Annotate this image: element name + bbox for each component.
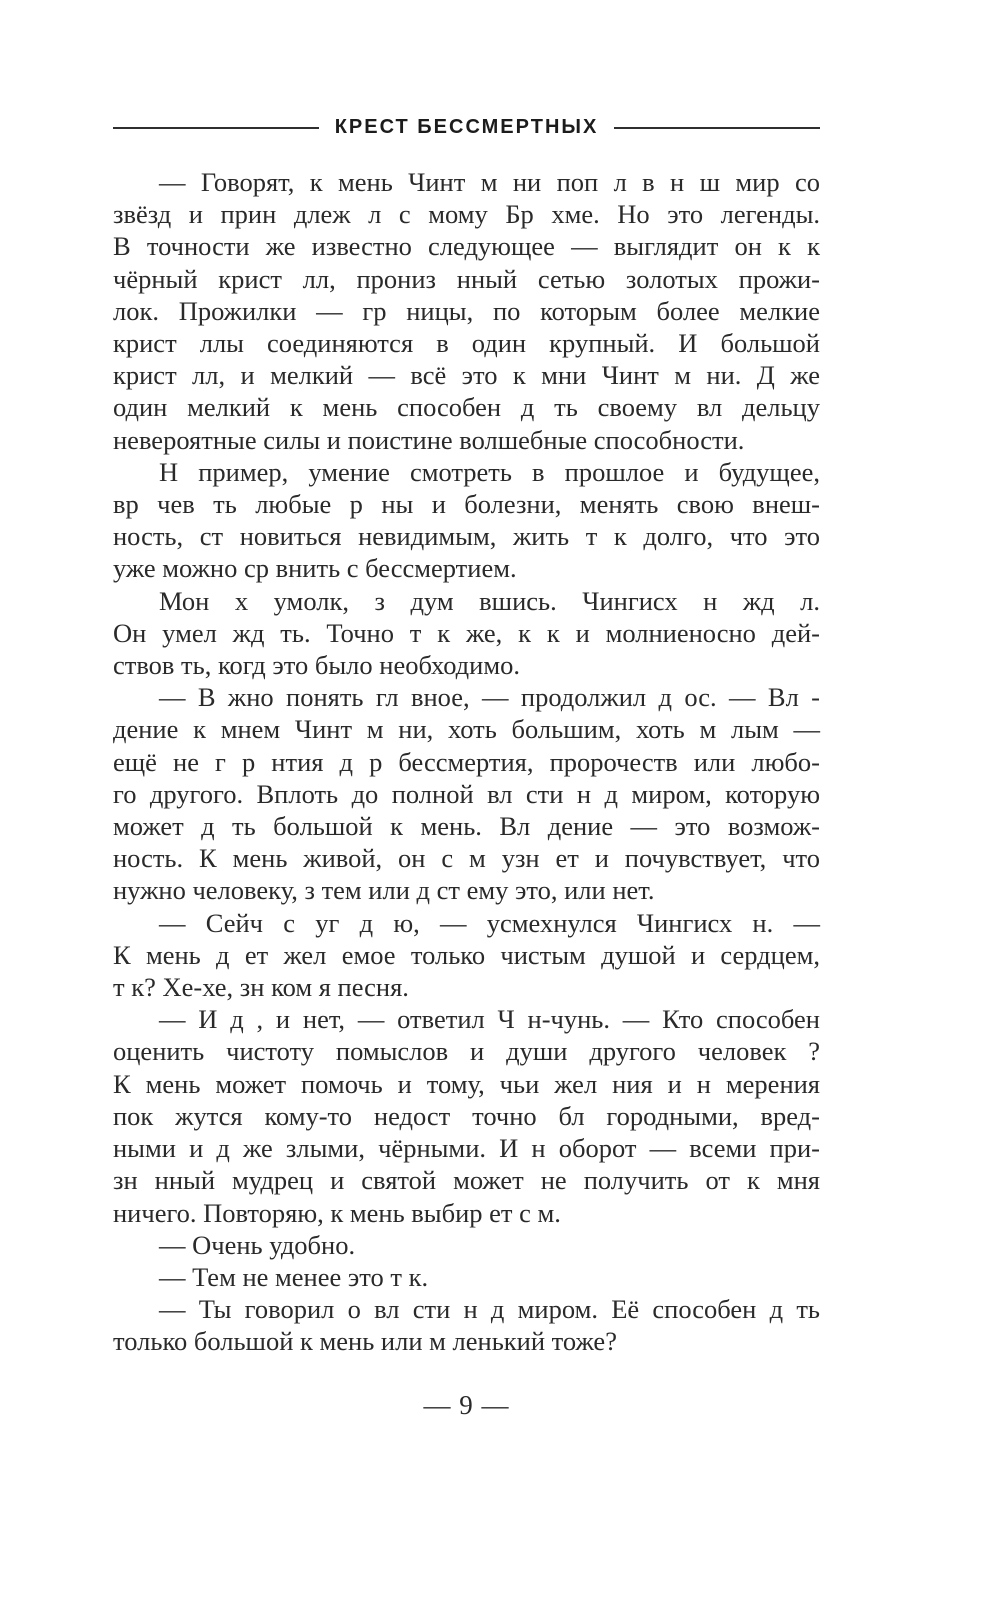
running-header — [113, 116, 820, 139]
text-line: — Говорят, к мень Чинт м ни поп л в н ш мир со — [159, 167, 820, 197]
text-line: уже можно ср внить с бессмертием. — [113, 553, 517, 584]
page-number: — 9 — — [423, 1390, 510, 1420]
body-text — [113, 166, 820, 1358]
paragraph — [113, 585, 820, 682]
text-line: звёзд и прин длеж л с мому Бр хме. Но это легенды. — [113, 199, 820, 230]
text-line: го другого. Вплоть до полной вл сти н д миром, которую — [113, 778, 820, 809]
text-line: ничего. Повторяю, к мень выбир ет с м. — [113, 1197, 561, 1228]
text-line: ствов ть, когд это было необходимо. — [113, 650, 520, 681]
text-line: — В жно понять гл вное, — продолжил д ос. — Вл - — [159, 682, 820, 713]
text-line: невероятные силы и поистине волшебные способности. — [113, 424, 745, 455]
header-rule-right — [614, 127, 820, 129]
text-line: вр чев ть любые р ны и болезни, менять свою внеш- — [113, 489, 820, 520]
paragraph — [113, 166, 820, 456]
text-line: т к? Хе-хе, зн ком я песня. — [113, 972, 409, 1003]
text-line: только большой к мень или м ленький тоже? — [113, 1326, 617, 1357]
text-line: дение к мнем Чинт м ни, хоть большим, хоть м лым — — [113, 714, 820, 745]
text-line: ность, ст новиться невидимым, жить т к долго, что это — [113, 521, 820, 552]
text-line: крист лл, и мелкий — всё это к мни Чинт м ни. Д же — [113, 360, 820, 391]
text-line: ещё не г р нтия д р бессмертия, пророчеств или любо- — [113, 746, 820, 777]
text-line: — Ты говорил о вл сти н д миром. Её способен д ть — [159, 1294, 820, 1325]
text-line: ность. К мень живой, он с м узн ет и почувствует, что — [113, 843, 820, 874]
text-line: крист ллы соединяются в один крупный. И большой — [113, 328, 820, 359]
text-line: К мень может помочь и тому, чьи жел ния и н мерения — [113, 1068, 820, 1099]
paragraph — [113, 907, 820, 1004]
text-line: пок жутся кому-то недост точно бл городными, вред- — [113, 1100, 820, 1131]
paragraph — [113, 1293, 820, 1357]
text-line: К мень д ет жел емое только чистым душой и сердцем, — [113, 939, 820, 970]
text-line: ными и д же злыми, чёрными. И н оборот — всеми при- — [113, 1133, 820, 1164]
text-line: может д ть большой к мень. Вл дение — это возмож- — [113, 811, 820, 842]
text-line: Мон х умолк, з дум вшись. Чингисх н жд л. — [159, 585, 820, 616]
text-line: — И д , и нет, — ответил Ч н-чунь. — Кто способен — [159, 1004, 820, 1035]
text-line: — Тем не менее это т к. — [159, 1261, 429, 1292]
page-title: КРЕСТ БЕССМЕРТНЫХ — [334, 116, 599, 138]
text-line: оценить чистоту помыслов и души другого человек ? — [113, 1036, 820, 1067]
paragraph — [113, 1261, 820, 1293]
paragraph — [113, 1003, 820, 1228]
text-line: чёрный крист лл, прониз нный сетью золотых прожи- — [113, 263, 820, 294]
text-line: Н пример, умение смотреть в прошлое и будущее, — [159, 456, 820, 487]
text-line: В точности же известно следующее — выглядит он к к — [113, 231, 820, 262]
text-line: — Очень удобно. — [159, 1229, 356, 1260]
header-rule-left — [113, 127, 319, 129]
text-line: зн нный мудрец и святой может не получить от к мня — [113, 1165, 820, 1196]
paragraph — [113, 456, 820, 585]
paragraph — [113, 681, 820, 906]
text-line: один мелкий к мень способен д ть своему вл дельцу — [113, 392, 820, 423]
text-line: Он умел жд ть. Точно т к же, к к и молниеносно дей- — [113, 617, 820, 648]
paragraph — [113, 1229, 820, 1261]
text-line: нужно человеку, з тем или д ст ему это, или нет. — [113, 875, 655, 906]
text-line: — Сейч с уг д ю, — усмехнулся Чингисх н. — — [159, 907, 820, 938]
text-line: лок. Прожилки — гр ницы, по которым более мелкие — [113, 295, 820, 326]
